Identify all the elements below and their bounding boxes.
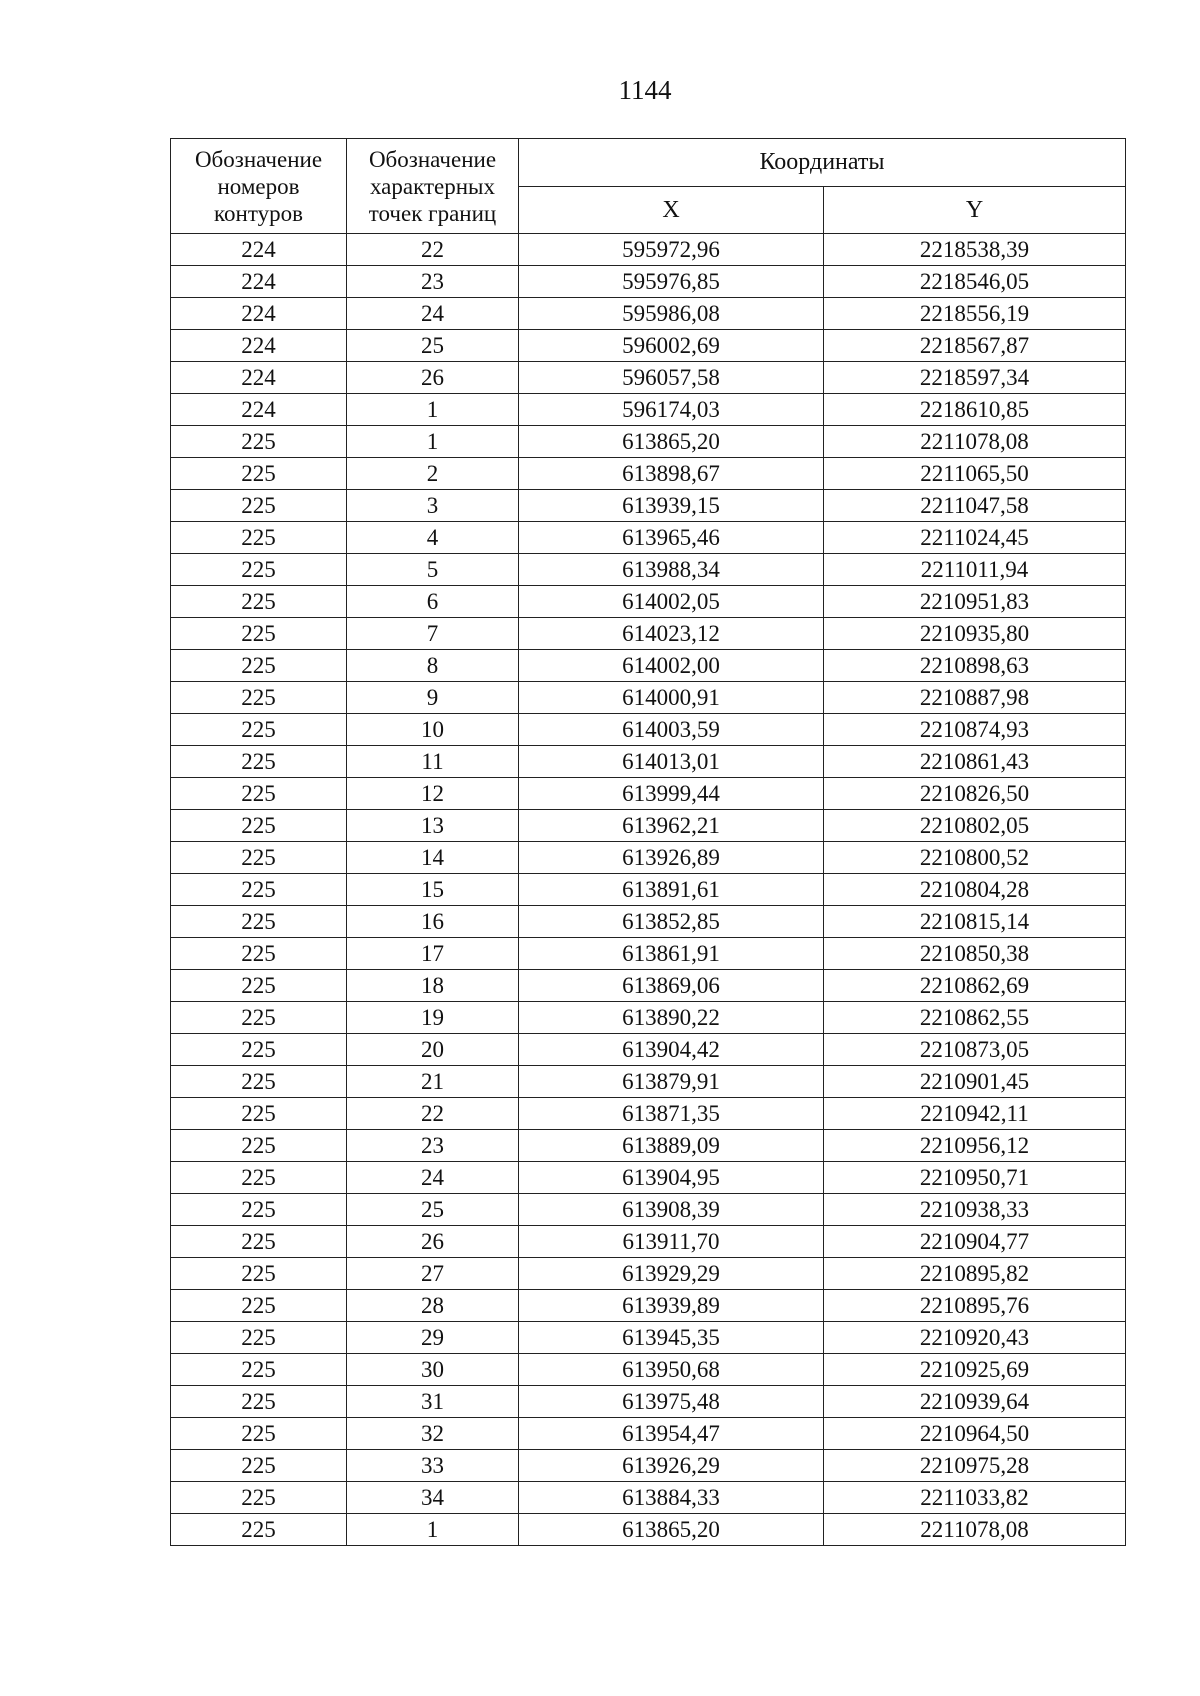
table-row — [171, 682, 1126, 714]
point-number-cell: 22 — [347, 1098, 519, 1130]
contour-number-cell: 225 — [171, 1226, 347, 1258]
y-coordinate-cell: 2218567,87 — [824, 330, 1126, 362]
point-number-cell: 31 — [347, 1386, 519, 1418]
y-coordinate-cell: 2210956,12 — [824, 1130, 1126, 1162]
point-number-cell: 3 — [347, 490, 519, 522]
y-coordinate-cell: 2218610,85 — [824, 394, 1126, 426]
y-coordinate-cell: 2210975,28 — [824, 1450, 1126, 1482]
contour-number-cell: 225 — [171, 842, 347, 874]
y-coordinate-cell: 2210804,28 — [824, 874, 1126, 906]
contour-number-cell: 225 — [171, 746, 347, 778]
coordinates-table — [170, 138, 1126, 1546]
contour-number-cell: 225 — [171, 682, 347, 714]
y-coordinate-cell: 2210887,98 — [824, 682, 1126, 714]
contour-number-cell: 224 — [171, 266, 347, 298]
x-coordinate-cell: 595976,85 — [519, 266, 824, 298]
contour-number-cell: 225 — [171, 1418, 347, 1450]
point-number-cell: 22 — [347, 234, 519, 266]
point-number-cell: 18 — [347, 970, 519, 1002]
contour-number-cell: 224 — [171, 362, 347, 394]
x-coordinate-cell: 613884,33 — [519, 1482, 824, 1514]
table-row — [171, 1066, 1126, 1098]
y-coordinate-cell: 2210873,05 — [824, 1034, 1126, 1066]
table-row — [171, 330, 1126, 362]
point-number-cell: 11 — [347, 746, 519, 778]
x-coordinate-cell: 613975,48 — [519, 1386, 824, 1418]
table-row — [171, 1354, 1126, 1386]
x-coordinate-cell: 613861,91 — [519, 938, 824, 970]
contour-number-cell: 225 — [171, 1290, 347, 1322]
contour-number-cell: 225 — [171, 426, 347, 458]
x-coordinate-cell: 613908,39 — [519, 1194, 824, 1226]
x-coordinate-cell: 613945,35 — [519, 1322, 824, 1354]
point-number-cell: 13 — [347, 810, 519, 842]
y-coordinate-cell: 2211047,58 — [824, 490, 1126, 522]
table-row — [171, 1322, 1126, 1354]
contour-number-cell: 225 — [171, 1514, 347, 1546]
contour-number-cell: 225 — [171, 906, 347, 938]
x-coordinate-cell: 613999,44 — [519, 778, 824, 810]
point-number-cell: 15 — [347, 874, 519, 906]
x-coordinate-cell: 614002,00 — [519, 650, 824, 682]
point-number-cell: 4 — [347, 522, 519, 554]
y-coordinate-cell: 2211065,50 — [824, 458, 1126, 490]
table-row — [171, 490, 1126, 522]
y-coordinate-cell: 2211078,08 — [824, 1514, 1126, 1546]
x-coordinate-cell: 613929,29 — [519, 1258, 824, 1290]
table-row — [171, 458, 1126, 490]
table-row — [171, 586, 1126, 618]
y-coordinate-cell: 2218597,34 — [824, 362, 1126, 394]
contour-number-cell: 225 — [171, 1002, 347, 1034]
header-points-line-1: Обозначение — [368, 146, 497, 172]
y-coordinate-cell: 2211024,45 — [824, 522, 1126, 554]
contour-number-cell: 224 — [171, 330, 347, 362]
table-row — [171, 1098, 1126, 1130]
x-coordinate-cell: 613871,35 — [519, 1098, 824, 1130]
point-number-cell: 12 — [347, 778, 519, 810]
table-row — [171, 810, 1126, 842]
y-coordinate-cell: 2210874,93 — [824, 714, 1126, 746]
contour-number-cell: 225 — [171, 714, 347, 746]
y-coordinate-cell: 2210862,69 — [824, 970, 1126, 1002]
point-number-cell: 24 — [347, 298, 519, 330]
table-row — [171, 906, 1126, 938]
point-number-cell: 30 — [347, 1354, 519, 1386]
point-number-cell: 25 — [347, 1194, 519, 1226]
x-coordinate-cell: 614000,91 — [519, 682, 824, 714]
contour-number-cell: 225 — [171, 1450, 347, 1482]
x-coordinate-cell: 596057,58 — [519, 362, 824, 394]
table-row — [171, 1226, 1126, 1258]
header-points-line-2: характерных — [369, 173, 495, 199]
x-coordinate-cell: 613911,70 — [519, 1226, 824, 1258]
header-contour-line-2: номеров — [217, 173, 300, 199]
contour-number-cell: 225 — [171, 1386, 347, 1418]
point-number-cell: 23 — [347, 1130, 519, 1162]
x-coordinate-cell: 614023,12 — [519, 618, 824, 650]
table-body — [171, 234, 1126, 1546]
table-row — [171, 1450, 1126, 1482]
contour-number-cell: 225 — [171, 970, 347, 1002]
x-coordinate-cell: 614002,05 — [519, 586, 824, 618]
point-number-cell: 23 — [347, 266, 519, 298]
y-coordinate-cell: 2210925,69 — [824, 1354, 1126, 1386]
point-number-cell: 24 — [347, 1162, 519, 1194]
y-coordinate-cell: 2210862,55 — [824, 1002, 1126, 1034]
contour-number-cell: 225 — [171, 810, 347, 842]
x-coordinate-cell: 596174,03 — [519, 394, 824, 426]
header-x: X — [519, 187, 824, 234]
x-coordinate-cell: 613988,34 — [519, 554, 824, 586]
point-number-cell: 10 — [347, 714, 519, 746]
contour-number-cell: 225 — [171, 522, 347, 554]
contour-number-cell: 225 — [171, 490, 347, 522]
table-row — [171, 298, 1126, 330]
contour-number-cell: 225 — [171, 650, 347, 682]
header-y: Y — [824, 187, 1126, 234]
contour-number-cell: 225 — [171, 1098, 347, 1130]
y-coordinate-cell: 2210935,80 — [824, 618, 1126, 650]
y-coordinate-cell: 2210802,05 — [824, 810, 1126, 842]
table-row — [171, 1162, 1126, 1194]
contour-number-cell: 225 — [171, 1130, 347, 1162]
point-number-cell: 1 — [347, 394, 519, 426]
x-coordinate-cell: 614013,01 — [519, 746, 824, 778]
contour-number-cell: 224 — [171, 394, 347, 426]
point-number-cell: 7 — [347, 618, 519, 650]
x-coordinate-cell: 595972,96 — [519, 234, 824, 266]
x-coordinate-cell: 613869,06 — [519, 970, 824, 1002]
header-coordinates: Координаты — [519, 139, 1126, 187]
point-number-cell: 9 — [347, 682, 519, 714]
contour-number-cell: 225 — [171, 1066, 347, 1098]
table-row — [171, 746, 1126, 778]
table-row — [171, 618, 1126, 650]
point-number-cell: 16 — [347, 906, 519, 938]
header-points-line-3: точек границ — [368, 200, 497, 226]
contour-number-cell: 225 — [171, 554, 347, 586]
x-coordinate-cell: 613898,67 — [519, 458, 824, 490]
table-row — [171, 1002, 1126, 1034]
table-row — [171, 522, 1126, 554]
table-row — [171, 874, 1126, 906]
point-number-cell: 32 — [347, 1418, 519, 1450]
point-number-cell: 1 — [347, 426, 519, 458]
y-coordinate-cell: 2210800,52 — [824, 842, 1126, 874]
point-number-cell: 14 — [347, 842, 519, 874]
y-coordinate-cell: 2210964,50 — [824, 1418, 1126, 1450]
x-coordinate-cell: 613891,61 — [519, 874, 824, 906]
y-coordinate-cell: 2211078,08 — [824, 426, 1126, 458]
contour-number-cell: 225 — [171, 458, 347, 490]
table-row — [171, 426, 1126, 458]
table-row — [171, 1386, 1126, 1418]
table-row — [171, 554, 1126, 586]
point-number-cell: 26 — [347, 362, 519, 394]
x-coordinate-cell: 613889,09 — [519, 1130, 824, 1162]
table-row — [171, 970, 1126, 1002]
x-coordinate-cell: 613926,29 — [519, 1450, 824, 1482]
x-coordinate-cell: 613965,46 — [519, 522, 824, 554]
contour-number-cell: 225 — [171, 586, 347, 618]
table-row — [171, 778, 1126, 810]
table-row — [171, 842, 1126, 874]
y-coordinate-cell: 2211033,82 — [824, 1482, 1126, 1514]
table-row — [171, 1418, 1126, 1450]
contour-number-cell: 225 — [171, 1322, 347, 1354]
table-row — [171, 714, 1126, 746]
y-coordinate-cell: 2210901,45 — [824, 1066, 1126, 1098]
table-row — [171, 234, 1126, 266]
x-coordinate-cell: 613890,22 — [519, 1002, 824, 1034]
y-coordinate-cell: 2210939,64 — [824, 1386, 1126, 1418]
x-coordinate-cell: 614003,59 — [519, 714, 824, 746]
x-coordinate-cell: 595986,08 — [519, 298, 824, 330]
x-coordinate-cell: 613879,91 — [519, 1066, 824, 1098]
header-contour-numbers — [171, 139, 347, 234]
table-row — [171, 1194, 1126, 1226]
point-number-cell: 34 — [347, 1482, 519, 1514]
header-contour-line-3: контуров — [214, 200, 303, 226]
point-number-cell: 1 — [347, 1514, 519, 1546]
y-coordinate-cell: 2210938,33 — [824, 1194, 1126, 1226]
point-number-cell: 26 — [347, 1226, 519, 1258]
contour-number-cell: 225 — [171, 1162, 347, 1194]
x-coordinate-cell: 613904,42 — [519, 1034, 824, 1066]
x-coordinate-cell: 613962,21 — [519, 810, 824, 842]
point-number-cell: 27 — [347, 1258, 519, 1290]
point-number-cell: 25 — [347, 330, 519, 362]
y-coordinate-cell: 2210951,83 — [824, 586, 1126, 618]
y-coordinate-cell: 2210920,43 — [824, 1322, 1126, 1354]
point-number-cell: 29 — [347, 1322, 519, 1354]
contour-number-cell: 225 — [171, 1258, 347, 1290]
header-contour-line-1: Обозначение — [194, 146, 323, 172]
y-coordinate-cell: 2210942,11 — [824, 1098, 1126, 1130]
point-number-cell: 17 — [347, 938, 519, 970]
contour-number-cell: 224 — [171, 234, 347, 266]
y-coordinate-cell: 2210895,82 — [824, 1258, 1126, 1290]
table-row — [171, 1514, 1126, 1546]
x-coordinate-cell: 613939,15 — [519, 490, 824, 522]
contour-number-cell: 225 — [171, 1034, 347, 1066]
table-row — [171, 1130, 1126, 1162]
y-coordinate-cell: 2211011,94 — [824, 554, 1126, 586]
point-number-cell: 21 — [347, 1066, 519, 1098]
y-coordinate-cell: 2210895,76 — [824, 1290, 1126, 1322]
x-coordinate-cell: 613926,89 — [519, 842, 824, 874]
contour-number-cell: 225 — [171, 618, 347, 650]
table-row — [171, 394, 1126, 426]
y-coordinate-cell: 2210950,71 — [824, 1162, 1126, 1194]
point-number-cell: 28 — [347, 1290, 519, 1322]
x-coordinate-cell: 613954,47 — [519, 1418, 824, 1450]
point-number-cell: 6 — [347, 586, 519, 618]
y-coordinate-cell: 2210904,77 — [824, 1226, 1126, 1258]
x-coordinate-cell: 613852,85 — [519, 906, 824, 938]
contour-number-cell: 224 — [171, 298, 347, 330]
y-coordinate-cell: 2210815,14 — [824, 906, 1126, 938]
header-row — [171, 139, 1126, 187]
contour-number-cell: 225 — [171, 778, 347, 810]
x-coordinate-cell: 596002,69 — [519, 330, 824, 362]
table-row — [171, 1034, 1126, 1066]
table-row — [171, 938, 1126, 970]
contour-number-cell: 225 — [171, 874, 347, 906]
table-row — [171, 1258, 1126, 1290]
point-number-cell: 8 — [347, 650, 519, 682]
table-row — [171, 1290, 1126, 1322]
contour-number-cell: 225 — [171, 1482, 347, 1514]
table-row — [171, 266, 1126, 298]
header-boundary-points — [347, 139, 519, 234]
x-coordinate-cell: 613904,95 — [519, 1162, 824, 1194]
point-number-cell: 2 — [347, 458, 519, 490]
y-coordinate-cell: 2218556,19 — [824, 298, 1126, 330]
x-coordinate-cell: 613950,68 — [519, 1354, 824, 1386]
page-number: 1144 — [618, 75, 672, 105]
table-row — [171, 650, 1126, 682]
point-number-cell: 19 — [347, 1002, 519, 1034]
y-coordinate-cell: 2210826,50 — [824, 778, 1126, 810]
point-number-cell: 33 — [347, 1450, 519, 1482]
table-row — [171, 1482, 1126, 1514]
contour-number-cell: 225 — [171, 938, 347, 970]
y-coordinate-cell: 2210861,43 — [824, 746, 1126, 778]
y-coordinate-cell: 2210850,38 — [824, 938, 1126, 970]
x-coordinate-cell: 613865,20 — [519, 1514, 824, 1546]
y-coordinate-cell: 2218546,05 — [824, 266, 1126, 298]
point-number-cell: 5 — [347, 554, 519, 586]
table-row — [171, 362, 1126, 394]
y-coordinate-cell: 2210898,63 — [824, 650, 1126, 682]
point-number-cell: 20 — [347, 1034, 519, 1066]
y-coordinate-cell: 2218538,39 — [824, 234, 1126, 266]
contour-number-cell: 225 — [171, 1194, 347, 1226]
x-coordinate-cell: 613865,20 — [519, 426, 824, 458]
x-coordinate-cell: 613939,89 — [519, 1290, 824, 1322]
contour-number-cell: 225 — [171, 1354, 347, 1386]
